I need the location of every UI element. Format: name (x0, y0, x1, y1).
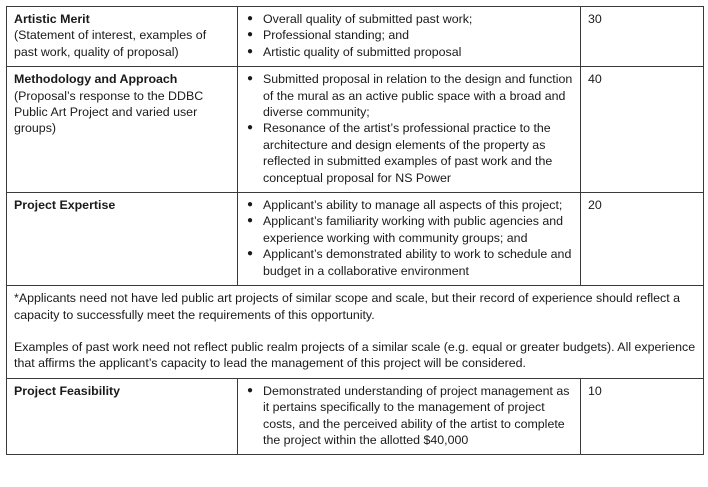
list-item-text: Artistic quality of submitted proposal (263, 44, 462, 59)
criterion-cell (7, 378, 238, 455)
bullet-icon: ● (247, 29, 254, 41)
list-item-text: Submitted proposal in relation to the design and function of the mural as an active public space with a broad and diverse community; (263, 72, 573, 120)
bullet-icon: ● (247, 73, 254, 85)
list-item (245, 120, 573, 186)
criterion-cell (7, 193, 238, 286)
criterion-bullets-cell (238, 378, 581, 455)
table-row (7, 7, 704, 67)
criterion-score: 40 (581, 67, 704, 193)
note-paragraph: Examples of past work need not reflect public realm projects of a similar scale (e.g. equal or greater budgets). All experience that affirms the applicant’s capacity to lead the management of this project will be considered. (14, 339, 696, 371)
list-item (245, 27, 573, 43)
criterion-title: Project Expertise (14, 198, 116, 213)
note-paragraph: *Applicants need not have led public art projects of similar scope and scale, but their record of experience should reflect a capacity to successfully meet the requirements of this opportunity. (14, 291, 681, 322)
bullet-list (245, 71, 573, 186)
list-item (245, 11, 573, 27)
list-item (245, 383, 573, 449)
table-row (7, 193, 704, 286)
table-row (7, 286, 704, 379)
criterion-score: 30 (581, 7, 704, 67)
list-item-text: Resonance of the artist’s professional practice to the architecture and design elements of the property as reflected in submitted examples of past work and the conceptual proposal for NS Power (263, 121, 553, 185)
bullet-list (245, 197, 573, 279)
bullet-icon: ● (247, 122, 254, 134)
list-item-text: Demonstrated understanding of project management as it pertains specifically to the management of project costs, and the perceived ability of the artist to complete the project within the allotted $40,000 (263, 383, 570, 447)
criterion-title: Methodology and Approach (14, 72, 178, 87)
bullet-list (245, 11, 573, 60)
criterion-description: (Proposal’s response to the DDBC Public Art Project and varied user groups) (14, 88, 204, 136)
list-item (245, 71, 573, 120)
evaluation-criteria-table (6, 6, 704, 455)
criterion-title: Artistic Merit (14, 12, 90, 26)
criterion-score: 10 (581, 378, 704, 455)
bullet-icon: ● (247, 199, 254, 211)
list-item (245, 197, 573, 213)
criterion-bullets-cell (238, 67, 581, 193)
bullet-icon: ● (247, 215, 254, 227)
list-item-text: Overall quality of submitted past work; (263, 12, 473, 26)
list-item (245, 213, 573, 246)
bullet-icon: ● (247, 13, 254, 24)
criterion-bullets-cell (238, 7, 581, 67)
list-item-text: Applicant’s demonstrated ability to work to schedule and budget in a collaborative environment (263, 247, 572, 278)
list-item-text: Applicant’s familiarity working with public agencies and experience working with community groups; and (263, 214, 564, 245)
criterion-description: (Statement of interest, examples of past work, quality of proposal) (14, 28, 207, 59)
criterion-title: Project Feasibility (14, 383, 121, 398)
bullet-icon: ● (247, 248, 254, 260)
criterion-bullets-cell (238, 193, 581, 286)
bullet-icon: ● (247, 45, 254, 57)
list-item-text: Applicant’s ability to manage all aspects of this project; (263, 198, 563, 213)
bullet-list (245, 383, 573, 449)
note-cell (7, 286, 704, 379)
criterion-cell (7, 67, 238, 193)
table-row (7, 67, 704, 193)
bullet-icon: ● (247, 384, 254, 396)
table-row (7, 378, 704, 455)
criterion-cell (7, 7, 238, 67)
list-item (245, 246, 573, 279)
list-item (245, 44, 573, 60)
criterion-score: 20 (581, 193, 704, 286)
list-item-text: Professional standing; and (263, 28, 410, 43)
